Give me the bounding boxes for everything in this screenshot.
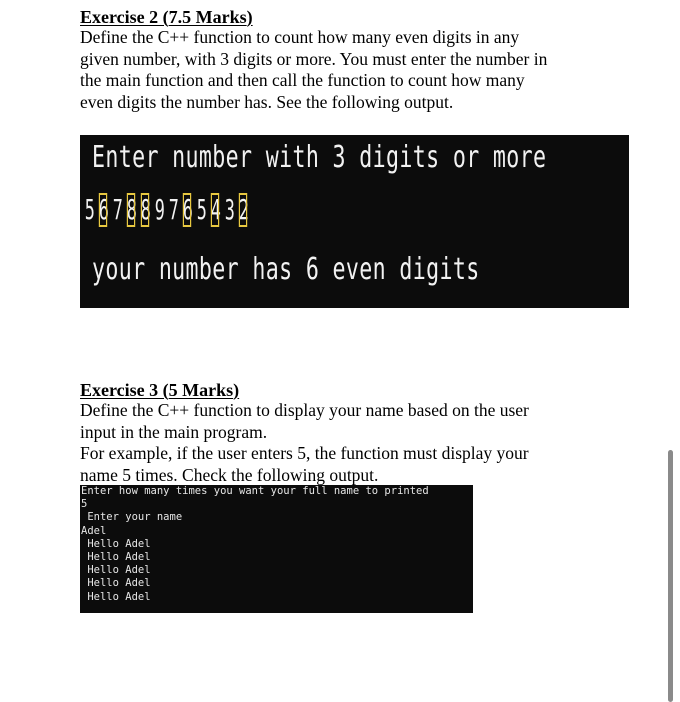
console-input-digit: 9	[154, 193, 165, 226]
exercise-2-line: even digits the number has. See the following output.	[80, 91, 454, 112]
console-line: Enter how many times you want your full name to printed	[81, 485, 429, 497]
exercise-2-title-suffix: )	[246, 7, 253, 27]
console-line: Hello Adel	[81, 577, 151, 590]
console-input-digit: 8	[126, 193, 137, 226]
exercise-2-line: given number, with 3 digits or more. You must enter the number in	[80, 48, 548, 69]
exercise-3-title	[80, 380, 600, 400]
exercise-2-line: the main function and then call the function to count how many	[80, 70, 525, 90]
console-line: Hello Adel	[81, 564, 151, 577]
console-input-digit: 4	[210, 193, 221, 226]
exercise-2-console-output	[80, 135, 629, 308]
exercise-3-description	[80, 400, 600, 486]
exercise-2-marks: 7.5 Marks	[168, 7, 247, 27]
exercise-2-title	[80, 7, 600, 27]
console-input-digits	[82, 193, 250, 227]
exercise-2-title-prefix: Exercise 2 (	[80, 7, 169, 27]
console-input-digit: 5	[84, 193, 95, 226]
exercise-3-line: Define the C++ function to display your name based on the user	[80, 400, 529, 420]
exercise-3-line: For example, if the user enters 5, the function must display your	[80, 443, 529, 463]
exercise-3-title-suffix: )	[233, 380, 240, 400]
vertical-scrollbar[interactable]	[668, 450, 673, 702]
exercise-2-line: Define the C++ function to count how many even digits in any	[80, 27, 520, 47]
exercise-2-description	[80, 27, 600, 113]
console-input-digit: 7	[112, 193, 123, 226]
console-input-digit: 3	[224, 193, 235, 226]
console-line: 5	[81, 498, 88, 511]
exercise-3-line: input in the main program.	[80, 421, 268, 442]
exercise-3-line: name 5 times. Check the following output.	[80, 464, 379, 485]
console-input-digit: 2	[238, 193, 249, 226]
exercise-3	[80, 380, 600, 486]
console-line: Enter your name	[81, 511, 183, 524]
exercise-3-marks: 5 Marks	[168, 380, 234, 400]
console-result: your number has 6 even digits	[92, 252, 480, 287]
console-line: Hello Adel	[81, 551, 151, 564]
exercise-3-console-output	[80, 485, 473, 613]
exercise-3-title-prefix: Exercise 3 (	[80, 380, 169, 400]
console-input-digit: 6	[98, 193, 109, 226]
console-line: Adel	[81, 524, 107, 537]
console-input-digit: 6	[182, 193, 193, 226]
exercise-2	[80, 7, 600, 113]
console-input-digit: 5	[196, 193, 207, 226]
console-prompt: Enter number with 3 digits or more	[92, 140, 547, 175]
console-input-digit: 8	[140, 193, 151, 226]
console-line: Hello Adel	[81, 590, 151, 603]
console-line: Hello Adel	[81, 537, 151, 550]
console-input-digit: 7	[168, 193, 179, 226]
